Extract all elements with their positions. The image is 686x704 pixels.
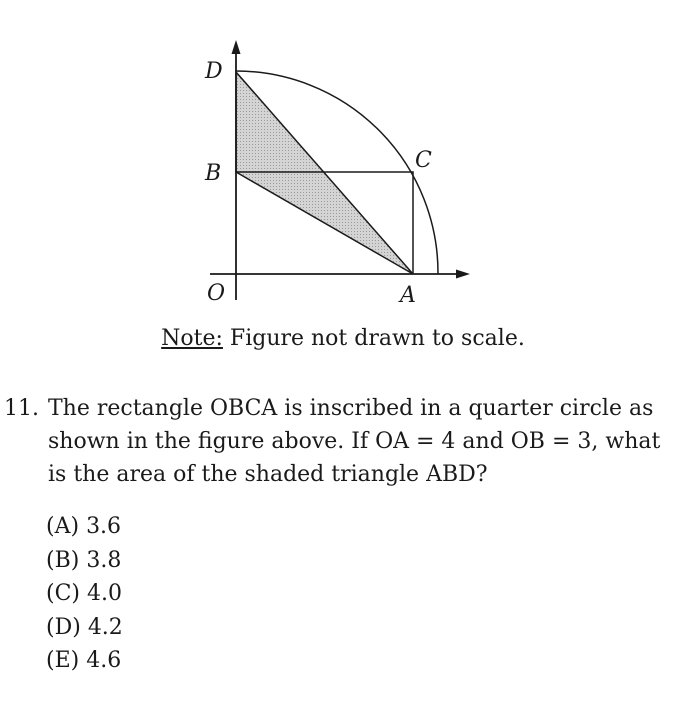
answer-choices (46, 510, 123, 678)
label-o: O (207, 281, 226, 306)
choice-value: 3.6 (86, 514, 122, 539)
choice-letter: (D) (46, 614, 81, 640)
choice-value: 4.2 (87, 614, 123, 640)
label-b: B (205, 161, 222, 186)
choice-letter: (E) (46, 648, 80, 673)
shaded-triangle-abd (236, 72, 413, 274)
choice-value: 3.8 (86, 547, 122, 573)
label-c: C (415, 148, 432, 173)
label-d: D (205, 59, 223, 84)
choice-letter: (B) (46, 547, 80, 573)
choice-e[interactable] (46, 644, 123, 678)
quarter-circle-figure (0, 0, 686, 320)
problem-number: 11. (4, 396, 39, 421)
choice-value: 4.6 (86, 648, 122, 673)
choice-letter: (C) (46, 581, 80, 606)
choice-d[interactable] (46, 611, 123, 645)
problem-stem: The rectangle OBCA is inscribed in a quarter circle as shown in the figure above. If OA = 4 and OB = 3, what is the area of the shaded triangle ABD? (48, 396, 661, 487)
figure-note (0, 326, 686, 351)
label-a: A (400, 283, 416, 308)
note-text: Figure not drawn to scale. (222, 326, 525, 351)
choice-b[interactable] (46, 544, 123, 578)
x-axis-arrow-icon (456, 270, 470, 279)
choice-c[interactable] (46, 577, 123, 611)
choice-letter: (A) (46, 514, 80, 539)
note-prefix: Note: (161, 326, 223, 351)
y-axis-arrow-icon (232, 40, 241, 54)
choice-value: 4.0 (87, 581, 122, 606)
choice-a[interactable] (46, 510, 123, 544)
